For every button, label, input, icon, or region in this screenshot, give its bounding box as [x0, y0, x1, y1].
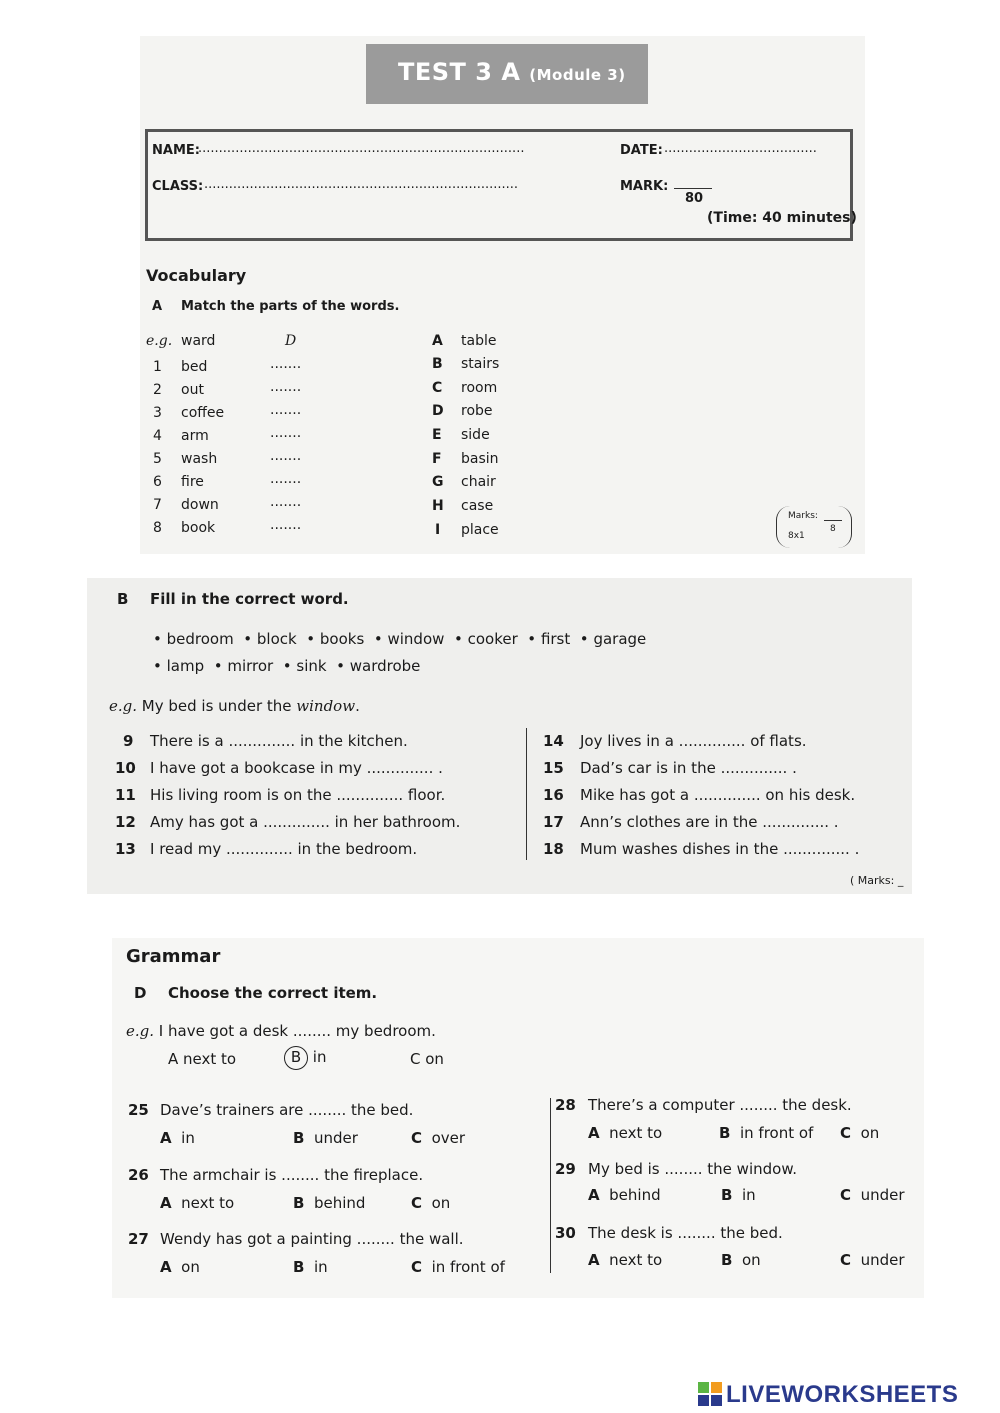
vocab-answer-blank[interactable]: ....... — [270, 356, 302, 372]
vocab-answer-blank[interactable]: ....... — [270, 402, 302, 418]
example-option-a: A next to — [168, 1050, 237, 1068]
fill-num: 11 — [115, 786, 136, 804]
word-bank-item: block — [256, 630, 297, 648]
vocab-num: 3 — [153, 405, 162, 421]
vocab-answer-blank[interactable]: ....... — [270, 425, 302, 441]
word-bank-item: lamp — [166, 657, 205, 675]
question-text: The desk is ........ the bed. — [588, 1224, 783, 1242]
fill-sentence[interactable]: Mike has got a .............. on his desk. — [580, 786, 856, 804]
mark-line — [674, 188, 712, 189]
vocab-ending: case — [461, 498, 494, 514]
fill-num: 15 — [543, 759, 564, 777]
fill-instruction: Fill in the correct word. — [150, 590, 349, 608]
fill-sentence[interactable]: I read my .............. in the bedroom. — [150, 840, 418, 858]
vocab-a-instruction: Match the parts of the words. — [181, 299, 400, 314]
example-option-c: C on — [410, 1050, 444, 1068]
vocab-num: 6 — [153, 474, 162, 490]
question-text: Wendy has got a painting ........ the wall. — [160, 1230, 464, 1248]
word-bank-item: wardrobe — [349, 657, 421, 675]
vocab-letter: A — [432, 333, 443, 349]
vocab-num: 1 — [153, 359, 162, 375]
option-b[interactable]: B on — [721, 1251, 761, 1269]
class-label: CLASS: — [152, 179, 204, 194]
option-a[interactable]: A next to — [588, 1251, 663, 1269]
vocab-letter: D — [432, 403, 444, 419]
grammar-instruction: Choose the correct item. — [168, 984, 378, 1002]
option-c[interactable]: C under — [840, 1186, 905, 1204]
vocab-num: 5 — [153, 451, 162, 467]
vocab-word: down — [181, 497, 219, 513]
question-text: Dave’s trainers are ........ the bed. — [160, 1101, 414, 1119]
example-option-b: B in — [284, 1046, 326, 1070]
vocab-word: bed — [181, 359, 208, 375]
option-c[interactable]: C in front of — [411, 1258, 505, 1276]
vocab-letter: C — [432, 380, 443, 396]
option-c[interactable]: C under — [840, 1251, 905, 1269]
vocab-letter: B — [432, 356, 443, 372]
fill-num: 16 — [543, 786, 564, 804]
question-number: 30 — [555, 1224, 576, 1242]
word-bank-row-2: • lamp • mirror • sink • wardrobe — [153, 657, 421, 675]
option-b[interactable]: B in — [721, 1186, 756, 1204]
class-field[interactable]: ............................................................................ — [204, 177, 519, 192]
vocab-answer-blank[interactable]: ....... — [270, 448, 302, 464]
option-a[interactable]: A on — [160, 1258, 200, 1276]
fill-num: 17 — [543, 813, 564, 831]
fill-sentence[interactable]: Ann’s clothes are in the .............. . — [580, 813, 839, 831]
vocab-answer-blank[interactable]: ....... — [270, 517, 302, 533]
name-field[interactable]: ............................................................................... — [198, 141, 525, 156]
option-a[interactable]: A next to — [160, 1194, 235, 1212]
vocab-ending: side — [461, 427, 490, 443]
liveworksheets-logo-icon — [698, 1382, 722, 1406]
vocab-example-word: ward — [181, 333, 216, 349]
marks-total: 8 — [830, 524, 836, 534]
fill-num: 9 — [123, 732, 134, 750]
name-label: NAME: — [152, 143, 200, 158]
vocab-letter: G — [432, 474, 444, 490]
fill-example: e.g. My bed is under the window. — [109, 697, 360, 715]
option-a[interactable]: A in — [160, 1129, 195, 1147]
marks-label: Marks: — [788, 511, 818, 521]
fill-num: 13 — [115, 840, 136, 858]
fill-sentence[interactable]: I have got a bookcase in my .............. . — [150, 759, 443, 777]
fill-sentence[interactable]: There is a .............. in the kitchen. — [150, 732, 408, 750]
grammar-example: e.g. I have got a desk ........ my bedroom. — [126, 1022, 436, 1040]
word-bank-item: garage — [593, 630, 647, 648]
fill-num: 10 — [115, 759, 136, 777]
option-c[interactable]: C on — [411, 1194, 451, 1212]
option-b[interactable]: B in front of — [719, 1124, 814, 1142]
option-c[interactable]: C over — [411, 1129, 466, 1147]
marks-line — [824, 520, 842, 521]
vocab-letter: E — [432, 427, 442, 443]
test-title — [398, 58, 626, 86]
fill-sentence[interactable]: His living room is on the .............. floor. — [150, 786, 446, 804]
fill-marks-label: ( Marks: _ — [850, 874, 904, 887]
vocab-num: 2 — [153, 382, 162, 398]
vocab-num: 4 — [153, 428, 162, 444]
fill-letter: B — [117, 590, 129, 608]
column-divider — [550, 1098, 551, 1273]
question-text: There’s a computer ........ the desk. — [588, 1096, 852, 1114]
vocab-num: 8 — [153, 520, 162, 536]
option-a[interactable]: A behind — [588, 1186, 661, 1204]
word-bank-row-1: • bedroom • block • books • window • cooker • first • garage — [153, 630, 647, 648]
question-text: The armchair is ........ the fireplace. — [160, 1166, 424, 1184]
vocab-answer-blank[interactable]: ....... — [270, 379, 302, 395]
question-number: 25 — [128, 1101, 149, 1119]
word-bank-item: window — [387, 630, 445, 648]
marks-multiplier: 8x1 — [788, 531, 805, 541]
option-b[interactable]: B behind — [293, 1194, 366, 1212]
vocab-letter: H — [432, 498, 444, 514]
vocab-example-label: e.g. — [146, 333, 173, 349]
fill-sentence[interactable]: Mum washes dishes in the .............. . — [580, 840, 860, 858]
time-limit: (Time: 40 minutes) — [707, 210, 857, 226]
vocabulary-section — [140, 36, 865, 554]
word-bank-item: cooker — [467, 630, 518, 648]
word-bank-item: sink — [296, 657, 327, 675]
question-text: My bed is ........ the window. — [588, 1160, 797, 1178]
vocab-answer-blank[interactable]: ....... — [270, 494, 302, 510]
date-field[interactable]: ..................................... — [664, 141, 817, 156]
column-divider — [526, 728, 527, 860]
fill-num: 18 — [543, 840, 564, 858]
liveworksheets-logo[interactable]: LIVEWORKSHEETS — [726, 1381, 959, 1408]
vocab-ending: place — [461, 522, 499, 538]
mark-total: 80 — [685, 191, 704, 206]
option-b[interactable]: B under — [293, 1129, 358, 1147]
word-bank-item: bedroom — [166, 630, 234, 648]
word-bank-item: first — [540, 630, 571, 648]
vocab-letter: I — [435, 522, 441, 538]
circled-answer: B — [284, 1046, 308, 1070]
vocab-ending: room — [461, 380, 498, 396]
vocab-ending: robe — [461, 403, 493, 419]
fill-sentence[interactable]: Joy lives in a .............. of flats. — [580, 732, 807, 750]
vocab-word: coffee — [181, 405, 225, 421]
mark-label: MARK: — [620, 179, 669, 194]
option-b[interactable]: B in — [293, 1258, 328, 1276]
fill-num: 14 — [543, 732, 564, 750]
word-bank-item: books — [319, 630, 365, 648]
vocab-ending: table — [461, 333, 497, 349]
question-number: 26 — [128, 1166, 149, 1184]
vocab-ending: stairs — [461, 356, 500, 372]
fill-sentence[interactable]: Dad’s car is in the .............. . — [580, 759, 797, 777]
vocabulary-heading: Vocabulary — [146, 266, 247, 285]
vocab-letter: F — [432, 451, 442, 467]
grammar-heading: Grammar — [126, 946, 221, 967]
vocab-ending: basin — [461, 451, 499, 467]
vocab-word: book — [181, 520, 216, 536]
vocab-num: 7 — [153, 497, 162, 513]
vocab-word: out — [181, 382, 204, 398]
question-number: 27 — [128, 1230, 149, 1248]
grammar-section — [112, 938, 924, 1298]
vocab-word: arm — [181, 428, 209, 444]
fill-num: 12 — [115, 813, 136, 831]
word-bank-item: mirror — [227, 657, 274, 675]
grammar-letter: D — [134, 984, 147, 1002]
vocab-example-answer: D — [285, 333, 297, 349]
title-subtitle: (Module 3) — [529, 66, 626, 84]
vocab-a-letter: A — [152, 299, 163, 314]
option-c[interactable]: C on — [840, 1124, 880, 1142]
question-number: 29 — [555, 1160, 576, 1178]
date-label: DATE: — [620, 143, 663, 158]
vocab-word: fire — [181, 474, 204, 490]
vocab-word: wash — [181, 451, 218, 467]
question-number: 28 — [555, 1096, 576, 1114]
fill-in-section — [87, 578, 912, 894]
fill-sentence[interactable]: Amy has got a .............. in her bathroom. — [150, 813, 461, 831]
option-a[interactable]: A next to — [588, 1124, 663, 1142]
vocab-answer-blank[interactable]: ....... — [270, 471, 302, 487]
title-main: TEST 3 A — [398, 58, 521, 86]
vocab-ending: chair — [461, 474, 496, 490]
